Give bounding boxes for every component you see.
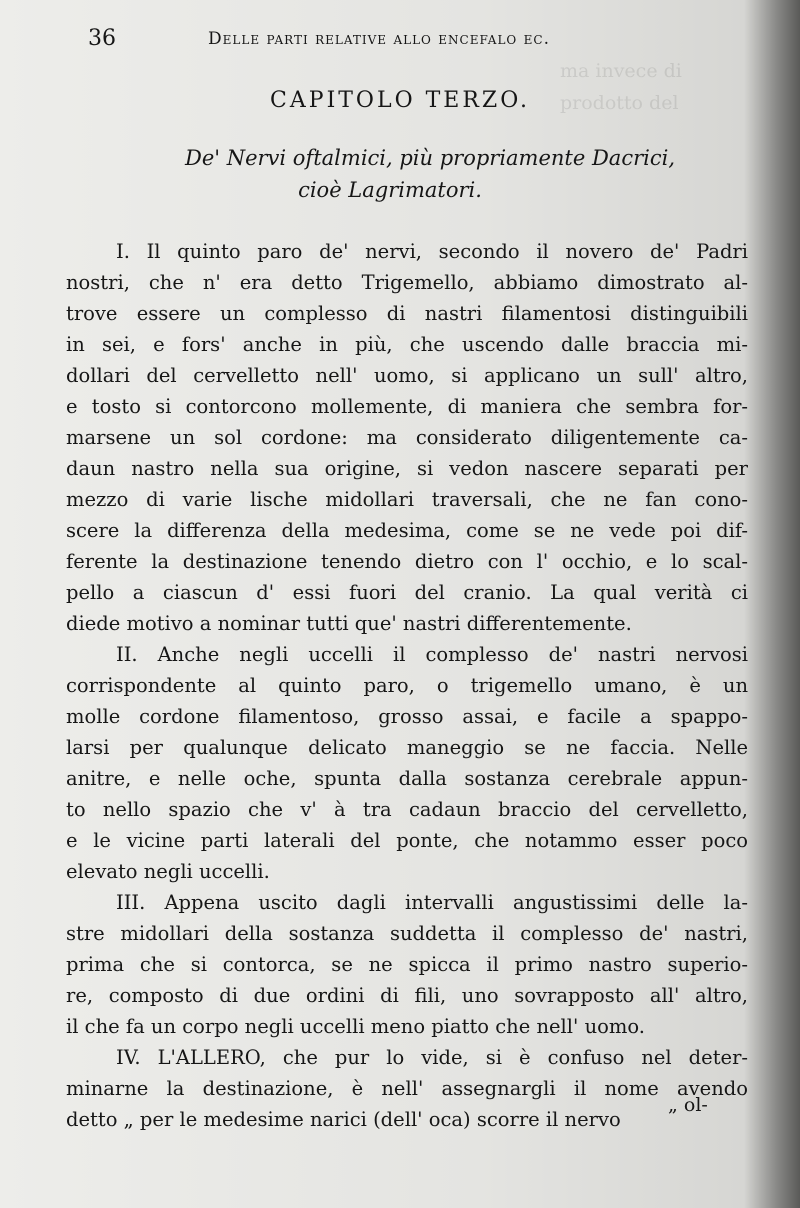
text-line: in sei, e fors' anche in più, che uscendo dalle braccia mi- <box>66 333 748 356</box>
text-line: dollari del cervelletto nell' uomo, si applicano un sull' altro, <box>66 364 748 387</box>
text-line: III. Appena uscito dagli intervalli angustissimi delle la- <box>116 891 748 914</box>
text-line: detto „ per le medesime narici (dell' oca) scorre il nervo <box>66 1108 621 1131</box>
text-line: molle cordone filamentoso, grosso assai, e facile a spappo- <box>66 705 748 728</box>
chapter-subtitle-line-2: cioè Lagrimatori. <box>298 178 482 202</box>
text-line: scere la differenza della medesima, come se ne vede poi dif- <box>66 519 748 542</box>
text-line: prima che si contorca, se ne spicca il primo nastro superio- <box>66 953 748 976</box>
text-line: II. Anche negli uccelli il complesso de' nastri nervosi <box>116 643 748 666</box>
running-title: Delle parti relative allo encefalo ec. <box>208 29 550 49</box>
text-line: nostri, che n' era detto Trigemello, abbiamo dimostrato al- <box>66 271 748 294</box>
text-line: re, composto di due ordini di fili, uno sovrapposto all' altro, <box>66 984 748 1007</box>
text-line: IV. L'ALLERO, che pur lo vide, si è confuso nel deter- <box>116 1046 748 1069</box>
chapter-title: CAPITOLO TERZO. <box>270 88 530 113</box>
text-line: larsi per qualunque delicato maneggio se ne faccia. Nelle <box>66 736 748 759</box>
text-line: marsene un sol cordone: ma considerato diligentemente ca- <box>66 426 748 449</box>
text-line: e le vicine parti laterali del ponte, che notammo esser poco <box>66 829 748 852</box>
text-line: trove essere un complesso di nastri filamentosi distinguibili <box>66 302 748 325</box>
chapter-subtitle-line-1: De' Nervi oftalmici, più propriamente Dacrici, <box>185 146 675 170</box>
text-line: e tosto si contorcono mollemente, di maniera che sembra for- <box>66 395 748 418</box>
text-line: elevato negli uccelli. <box>66 860 270 883</box>
catchword: „ ol- <box>668 1094 708 1116</box>
page-number: 36 <box>88 26 116 51</box>
body-text <box>66 236 748 1135</box>
text-line: stre midollari della sostanza suddetta il complesso de' nastri, <box>66 922 748 945</box>
page-header <box>88 26 738 56</box>
text-line: il che fa un corpo negli uccelli meno piatto che nell' uomo. <box>66 1015 645 1038</box>
show-through-text: prodotto del <box>560 92 679 114</box>
text-line: daun nastro nella sua origine, si vedon nascere separati per <box>66 457 748 480</box>
text-line: I. Il quinto paro de' nervi, secondo il novero de' Padri <box>116 240 748 263</box>
text-line: minarne la destinazione, è nell' assegnargli il nome avendo <box>66 1077 748 1100</box>
text-line: to nello spazio che v' à tra cadaun braccio del cervelletto, <box>66 798 748 821</box>
text-line: ferente la destinazione tenendo dietro con l' occhio, e lo scal- <box>66 550 748 573</box>
text-line: pello a ciascun d' essi fuori del cranio. La qual verità ci <box>66 581 748 604</box>
text-line: mezzo di varie lische midollari traversali, che ne fan cono- <box>66 488 748 511</box>
text-line: diede motivo a nominar tutti que' nastri differentemente. <box>66 612 632 635</box>
text-line: corrispondente al quinto paro, o trigemello umano, è un <box>66 674 748 697</box>
show-through-text: ma invece di <box>560 60 682 82</box>
text-line: anitre, e nelle oche, spunta dalla sostanza cerebrale appun- <box>66 767 748 790</box>
